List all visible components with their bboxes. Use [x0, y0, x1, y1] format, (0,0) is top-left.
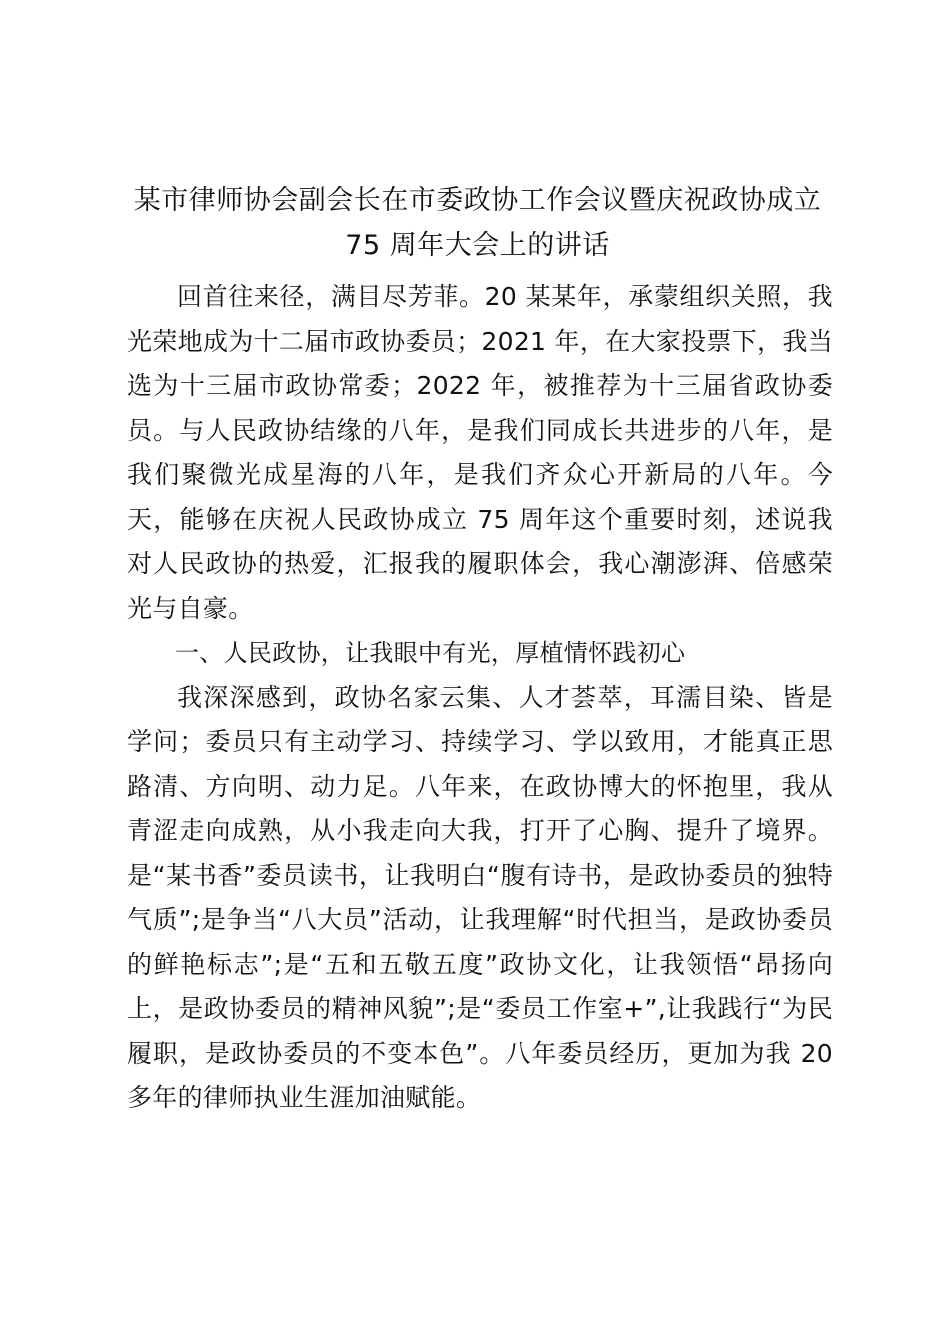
document-body — [127, 275, 833, 1121]
document-title: 某市律师协会副会长在市委政协工作会议暨庆祝政协成立 75 周年大会上的讲话 — [133, 185, 822, 261]
intro-paragraph: 回首往来径，满目尽芳菲。20 某某年，承蒙组织关照，我光荣地成为十二届市政协委员；2021 年，在大家投票下，我当选为十三届市政协常委；2022 年，被推荐为十三届省政协委员。与人民政协结缘的八年，是我们同成长共进步的八年，是我们聚微光成星海的八年，是我们齐众心开新局的八年。今天，能够在庆祝人民政协成立 75 周年这个重要时刻，述说我对人民政协的热爱，汇报我的履职体会，我心潮澎湃、倍感荣光与自豪。 — [127, 282, 833, 623]
section-heading: 一、人民政协，让我眼中有光，厚植情怀践初心 — [175, 639, 686, 667]
body-paragraph: 我深深感到，政协名家云集、人才荟萃，耳濡目染、皆是学问；委员只有主动学习、持续学习、学以致用，才能真正思路清、方向明、动力足。八年来，在政协博大的怀抱里，我从青涩走向成熟，从小我走向大我，打开了心胸、提升了境界。是“某书香”委员读书，让我明白“腹有诗书，是政协委员的独特气质”;是争当“八大员”活动，让我理解“时代担当，是政协委员的鲜艳标志”;是“五和五敬五度”政协文化，让我领悟“昂扬向上，是政协委员的精神风貌”;是“委员工作室+”,让我践行“为民履职，是政协委员的不变本色”。八年委员经历，更加为我 20 多年的律师执业生涯加油赋能。 — [127, 682, 833, 1112]
